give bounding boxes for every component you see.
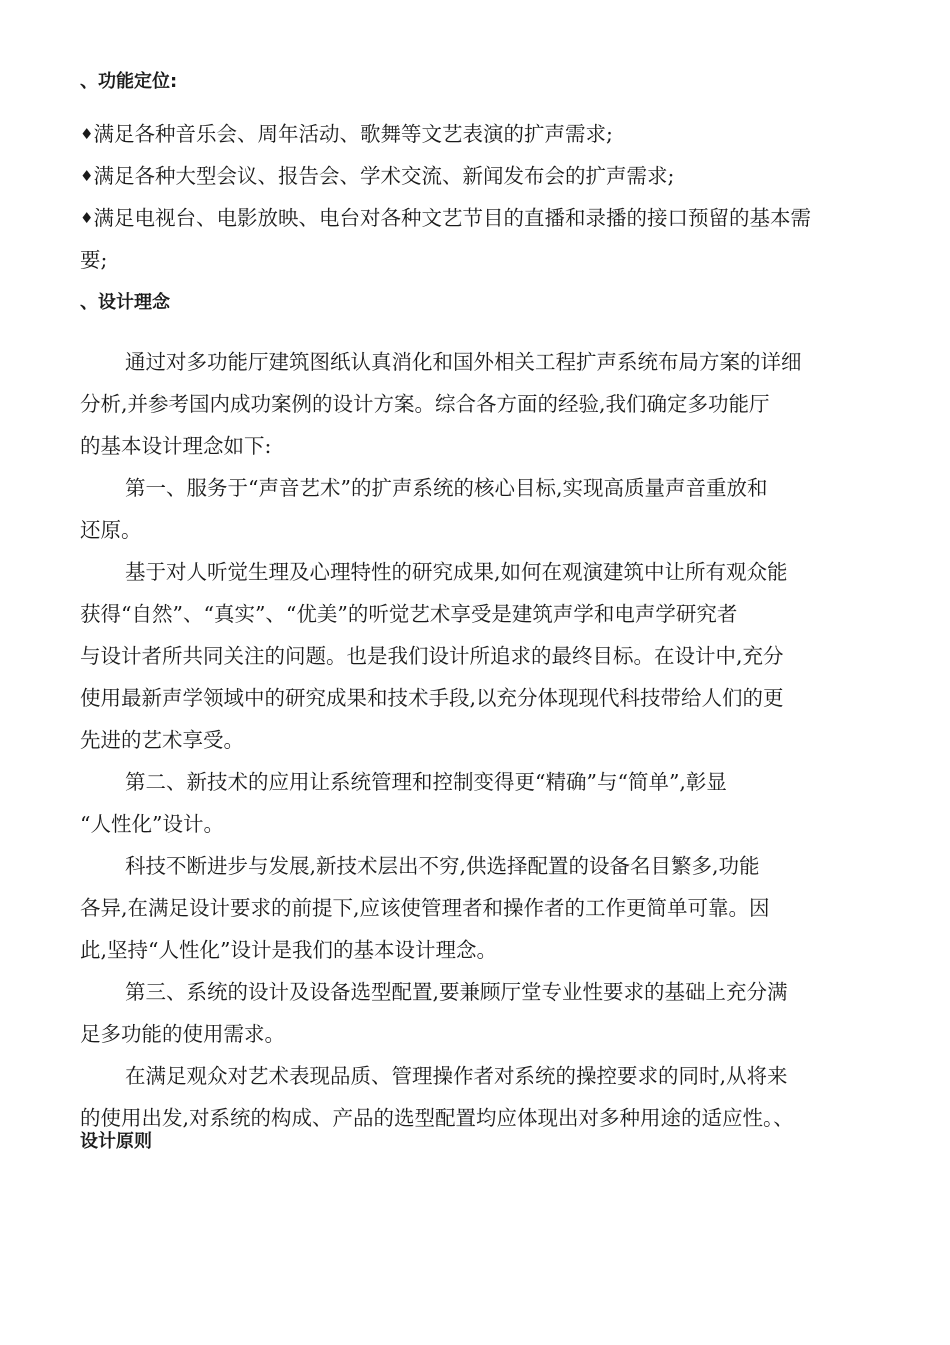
paragraph-text: 的使用出发,对系统的构成、产品的选型配置均应体现出对多种用途的适应性。	[80, 1106, 774, 1130]
bullet-text: 满足各种音乐会、周年活动、歌舞等文艺表演的扩声需求;	[93, 122, 613, 146]
section-heading-design-principle: 设计原则	[80, 1131, 152, 1152]
bullet-item	[80, 120, 880, 148]
paragraph-line: 此,坚持“人性化”设计是我们的基本设计理念。	[80, 938, 497, 962]
section-heading-function-positioning: 、功能定位:	[80, 71, 178, 92]
diamond-bullet-icon: ♦	[80, 209, 94, 227]
paragraph-line: 基于对人听觉生理及心理特性的研究成果,如何在观演建筑中让所有观众能	[125, 560, 788, 584]
paragraph-line: 与设计者所共同关注的问题。也是我们设计所追求的最终目标。在设计中,充分	[80, 644, 784, 668]
paragraph-line: 的基本设计理念如下:	[80, 434, 272, 458]
bullet-item	[80, 162, 880, 190]
paragraph-line: 足多功能的使用需求。	[80, 1022, 285, 1046]
paragraph-line: 第三、系统的设计及设备选型配置,要兼顾厅堂专业性要求的基础上充分满	[125, 980, 788, 1004]
paragraph-trailing-mark: 、	[773, 1106, 794, 1130]
bullet-text: 满足电视台、电影放映、电台对各种文艺节目的直播和录播的接口预留的基本需	[93, 206, 811, 230]
paragraph-line: 获得“自然”、“真实”、“优美”的听觉艺术享受是建筑声学和电声学研究者	[80, 602, 738, 626]
diamond-bullet-icon: ♦	[80, 167, 94, 185]
paragraph-line: 使用最新声学领域中的研究成果和技术手段,以充分体现现代科技带给人们的更	[80, 686, 784, 710]
paragraph-line: “人性化”设计。	[80, 812, 224, 836]
paragraph-line: 还原。	[80, 518, 142, 542]
paragraph-line	[80, 1104, 880, 1132]
paragraph-line: 各异,在满足设计要求的前提下,应该使管理者和操作者的工作更简单可靠。因	[80, 896, 770, 920]
bullet-text: 满足各种大型会议、报告会、学术交流、新闻发布会的扩声需求;	[93, 164, 675, 188]
paragraph-line: 第二、新技术的应用让系统管理和控制变得更“精确”与“简单”,彰显	[125, 770, 727, 794]
paragraph-line: 分析,并参考国内成功案例的设计方案。综合各方面的经验,我们确定多功能厅	[80, 392, 770, 416]
bullet-text-continuation: 要;	[80, 248, 108, 272]
bullet-item	[80, 204, 880, 232]
paragraph-line: 先进的艺术享受。	[80, 728, 244, 752]
paragraph-line: 通过对多功能厅建筑图纸认真消化和国外相关工程扩声系统布局方案的详细	[125, 350, 802, 374]
diamond-bullet-icon: ♦	[80, 125, 94, 143]
paragraph-line: 第一、服务于“声音艺术”的扩声系统的核心目标,实现高质量声音重放和	[125, 476, 768, 500]
paragraph-line: 在满足观众对艺术表现品质、管理操作者对系统的操控要求的同时,从将来	[125, 1064, 788, 1088]
section-heading-design-concept: 、设计理念	[80, 292, 170, 313]
paragraph-line: 科技不断进步与发展,新技术层出不穷,供选择配置的设备名目繁多,功能	[125, 854, 760, 878]
